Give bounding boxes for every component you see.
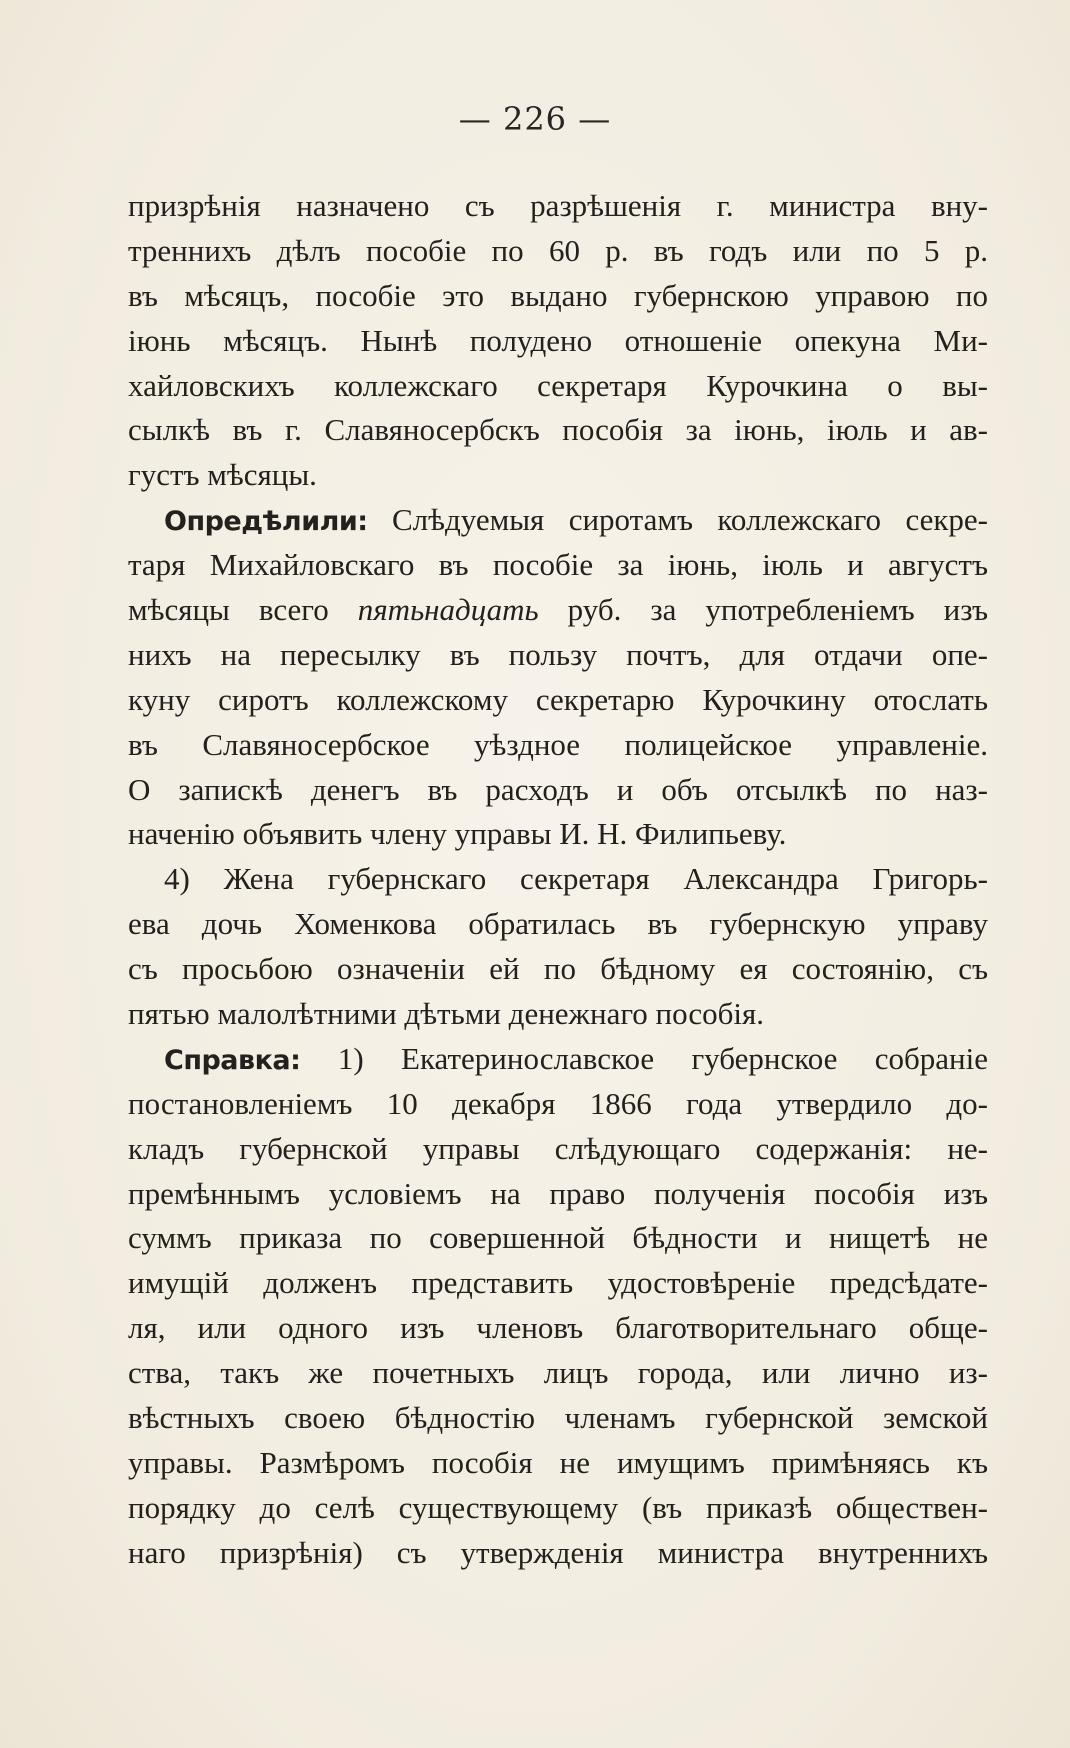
text-line: суммъ приказа по совершенной бѣдности и нищетѣ не: [128, 1220, 988, 1256]
text-line: въ Славяносербское уѣздное полицейское управленіе.: [128, 726, 988, 762]
reference-heading: Справка:: [164, 1044, 301, 1076]
text-line: [128, 1037, 988, 1082]
paragraph-resolution: [128, 498, 988, 857]
text-line: наго призрѣнія) съ утвержденія министра внутреннихъ: [128, 1534, 988, 1570]
text-line: О запискѣ денегъ въ расходъ и объ отсылкѣ по наз-: [128, 771, 988, 807]
text-line: хайловскихъ коллежскаго секретаря Курочкина о вы-: [128, 367, 988, 403]
text-line: іюнь мѣсяцъ. Нынѣ полудено отношеніе опекуна Ми-: [128, 322, 988, 358]
text-line: ева дочь Хоменкова обратилась въ губернскую управу: [128, 906, 988, 942]
text-line: куну сиротъ коллежскому секретарю Курочкину отослать: [128, 681, 988, 717]
text-line: управы. Размѣромъ пособія не имущимъ примѣняясь къ: [128, 1444, 988, 1480]
text-line: наченію объявить члену управы И. Н. Филипьеву.: [128, 816, 787, 852]
text-line: 4) Жена губернскаго секретаря Александра Григорь-: [164, 861, 988, 897]
text-line: пятью малолѣтними дѣтьми денежнаго пособія.: [128, 996, 765, 1032]
text-line: [128, 588, 988, 633]
text-line: премѣннымъ условіемъ на право полученія пособія изъ: [128, 1175, 988, 1211]
text-line: порядку до селѣ существующему (въ приказѣ обществен-: [128, 1489, 988, 1525]
text-line: густъ мѣсяцы.: [128, 457, 317, 493]
paragraph-reference: [128, 1037, 988, 1576]
paragraph-1: [128, 184, 988, 498]
page-text: [128, 184, 988, 1576]
text-line: [128, 498, 988, 543]
resolution-heading: Опредѣлили:: [164, 506, 368, 538]
text-line: нихъ на пересылку въ пользу почтъ, для отдачи опе-: [128, 636, 988, 672]
paragraph-4: [128, 857, 988, 1037]
text-line: треннихъ дѣлъ пособіе по 60 р. въ годъ или по 5 р.: [128, 232, 988, 268]
text-line: постановленіемъ 10 декабря 1866 года утвердило до-: [128, 1085, 988, 1121]
text-line: съ просьбою означеніи ей по бѣдному ея состоянію, съ: [128, 951, 988, 987]
text-fragment: руб. за употребленіемъ изъ: [538, 592, 989, 628]
text-line: кладъ губернской управы слѣдующаго содержанія: не-: [128, 1130, 988, 1166]
text-line: сылкѣ въ г. Славяносербскъ пособія за іюнь, іюль и ав-: [128, 412, 988, 448]
text-fragment: 1) Екатеринославское губернское собраніе: [300, 1040, 988, 1076]
amount-italic: пятьнадцать: [357, 592, 539, 628]
text-line: таря Михайловскаго въ пособіе за іюнь, іюль и августъ: [128, 547, 988, 583]
text-line: ства, такъ же почетныхъ лицъ города, или лично из-: [128, 1355, 988, 1391]
text-fragment: мѣсяцы всего: [128, 592, 358, 628]
text-fragment: Слѣдуемыя сиротамъ коллежскаго секре-: [367, 502, 988, 538]
text-line: имущій долженъ представить удостовѣреніе предсѣдате-: [128, 1265, 988, 1301]
page-number: — 226 —: [458, 100, 612, 138]
text-line: ля, или одного изъ членовъ благотворительнаго обще-: [128, 1310, 988, 1346]
text-line: призрѣнія назначено съ разрѣшенія г. министра вну-: [128, 188, 988, 223]
text-line: въ мѣсяцъ, пособіе это выдано губернскою управою по: [128, 277, 988, 313]
text-line: вѣстныхъ своею бѣдностію членамъ губернской земской: [128, 1400, 988, 1436]
